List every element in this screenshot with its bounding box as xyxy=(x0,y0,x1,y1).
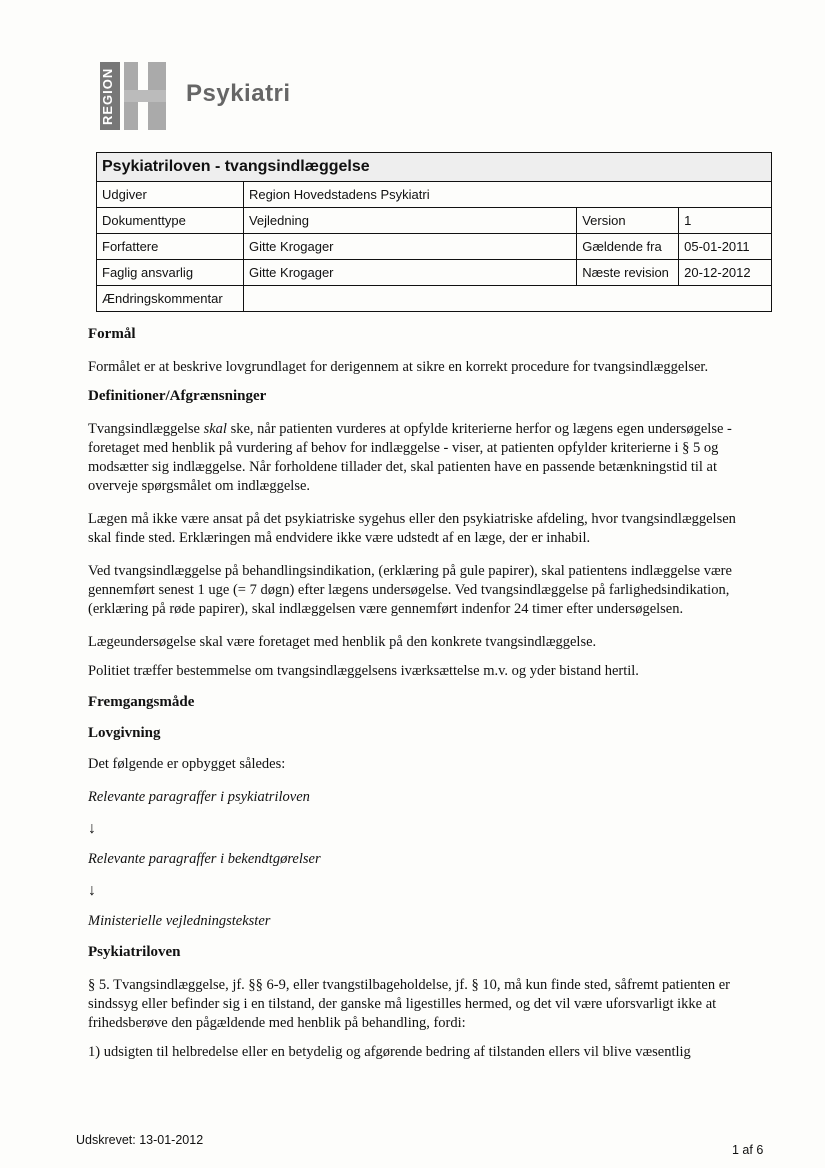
down-arrow-icon: ↓ xyxy=(88,882,96,899)
heading-definitioner: Definitioner/Afgrænsninger xyxy=(88,388,267,404)
paragraph-definition-3: Ved tvangsindlæggelse på behandlingsindikation, (erklæring på gule papirer), skal patientens indlæggelse være gennemført senest 1 uge (= 7 døgn) efter lægens undersøgelse. Ved tvangsindlæggelse på farlighedsindikation, (erklæring på røde papirer), skal indlæggelsen være gennemført indenfor 24 timer efter undersøgelsen. xyxy=(88,563,732,617)
logo-region-text: REGION xyxy=(100,62,120,130)
paragraph-definition-5: Politiet træffer bestemmelse om tvangsindlæggelsens iværksættelse m.v. og yder bistand hertil. xyxy=(88,663,639,679)
down-arrow-icon: ↓ xyxy=(88,820,96,837)
flow-step-3: Ministerielle vejledningstekster xyxy=(88,913,271,929)
row-label-2: Gældende fra xyxy=(577,234,679,260)
flow-step-2: Relevante paragraffer i bekendtgørelser xyxy=(88,851,321,867)
row-label-2: Version xyxy=(577,208,679,234)
paragraph-definition-4: Lægeundersøgelse skal være foretaget med henblik på den konkrete tvangsindlæggelse. xyxy=(88,634,597,650)
paragraph-formaal: Formålet er at beskrive lovgrundlaget for derigennem at sikre en korrekt procedure for tvangsindlæggelser. xyxy=(88,359,709,375)
row-label: Forfattere xyxy=(97,234,244,260)
heading-formaal: Formål xyxy=(88,326,136,342)
paragraph-item-1: 1) udsigten til helbredelse eller en betydelig og afgørende bedring af tilstanden ellers vil blive væsentlig xyxy=(88,1044,691,1060)
row-value: Gitte Krogager xyxy=(243,234,576,260)
brand-name: Psykiatri xyxy=(186,80,291,107)
row-label-2: Næste revision xyxy=(577,260,679,286)
row-value: Vejledning xyxy=(243,208,576,234)
heading-psykiatriloven: Psykiatriloven xyxy=(88,944,181,960)
paragraph-definition-2: Lægen må ikke være ansat på det psykiatriske sygehus eller den psykiatriske afdeling, hvor tvangsindlæggelsen skal finde sted. Erklæringen må endvidere ikke være udstedt af en læge, der er inhabil. xyxy=(88,511,736,546)
paragraph-definition-1: Tvangsindlæggelse skal ske, når patienten vurderes at opfylde kriterierne herfor og lægens egen undersøgelse - foretaget med henblik på vurdering af behov for indlæggelse - viser, at patienten opfylder kriterierne i § 5 og modsætter sig indlæggelse. Når forholdene tillader det, skal patienten have en passende betænkningstid til at overveje spørgsmålet om indlæggelse. xyxy=(88,421,732,494)
region-logo xyxy=(100,62,172,130)
paragraph-section-5: § 5. Tvangsindlæggelse, jf. §§ 6-9, eller tvangstilbageholdelse, jf. § 10, må kun finde sted, såfremt patienten er sindssyg eller befinder sig i en tilstand, der ganske må ligestilles hermed, og det vil være uforsvarligt ikke at frihedsberøve den pågældende med henblik på behandling, fordi: xyxy=(88,977,731,1031)
document-info-table xyxy=(96,152,772,312)
row-value-2: 05-01-2011 xyxy=(679,234,772,260)
row-label: Udgiver xyxy=(97,182,244,208)
page-number: 1 af 6 xyxy=(732,1143,764,1157)
row-label: Faglig ansvarlig xyxy=(97,260,244,286)
heading-fremgangsmaade: Fremgangsmåde xyxy=(88,694,195,710)
row-value: Region Hovedstadens Psykiatri xyxy=(243,182,771,208)
row-label: Ændringskommentar xyxy=(97,286,244,312)
paragraph-lovgivning: Det følgende er opbygget således: xyxy=(88,756,286,772)
heading-lovgivning: Lovgivning xyxy=(88,725,161,741)
row-value-2: 20-12-2012 xyxy=(679,260,772,286)
flow-step-1: Relevante paragraffer i psykiatriloven xyxy=(88,789,310,805)
row-value-2: 1 xyxy=(679,208,772,234)
row-value xyxy=(243,286,771,312)
document-title: Psykiatriloven - tvangsindlæggelse xyxy=(97,153,772,182)
printed-date: Udskrevet: 13-01-2012 xyxy=(76,1133,204,1147)
row-value: Gitte Krogager xyxy=(243,260,576,286)
document-body xyxy=(88,325,760,1062)
row-label: Dokumenttype xyxy=(97,208,244,234)
